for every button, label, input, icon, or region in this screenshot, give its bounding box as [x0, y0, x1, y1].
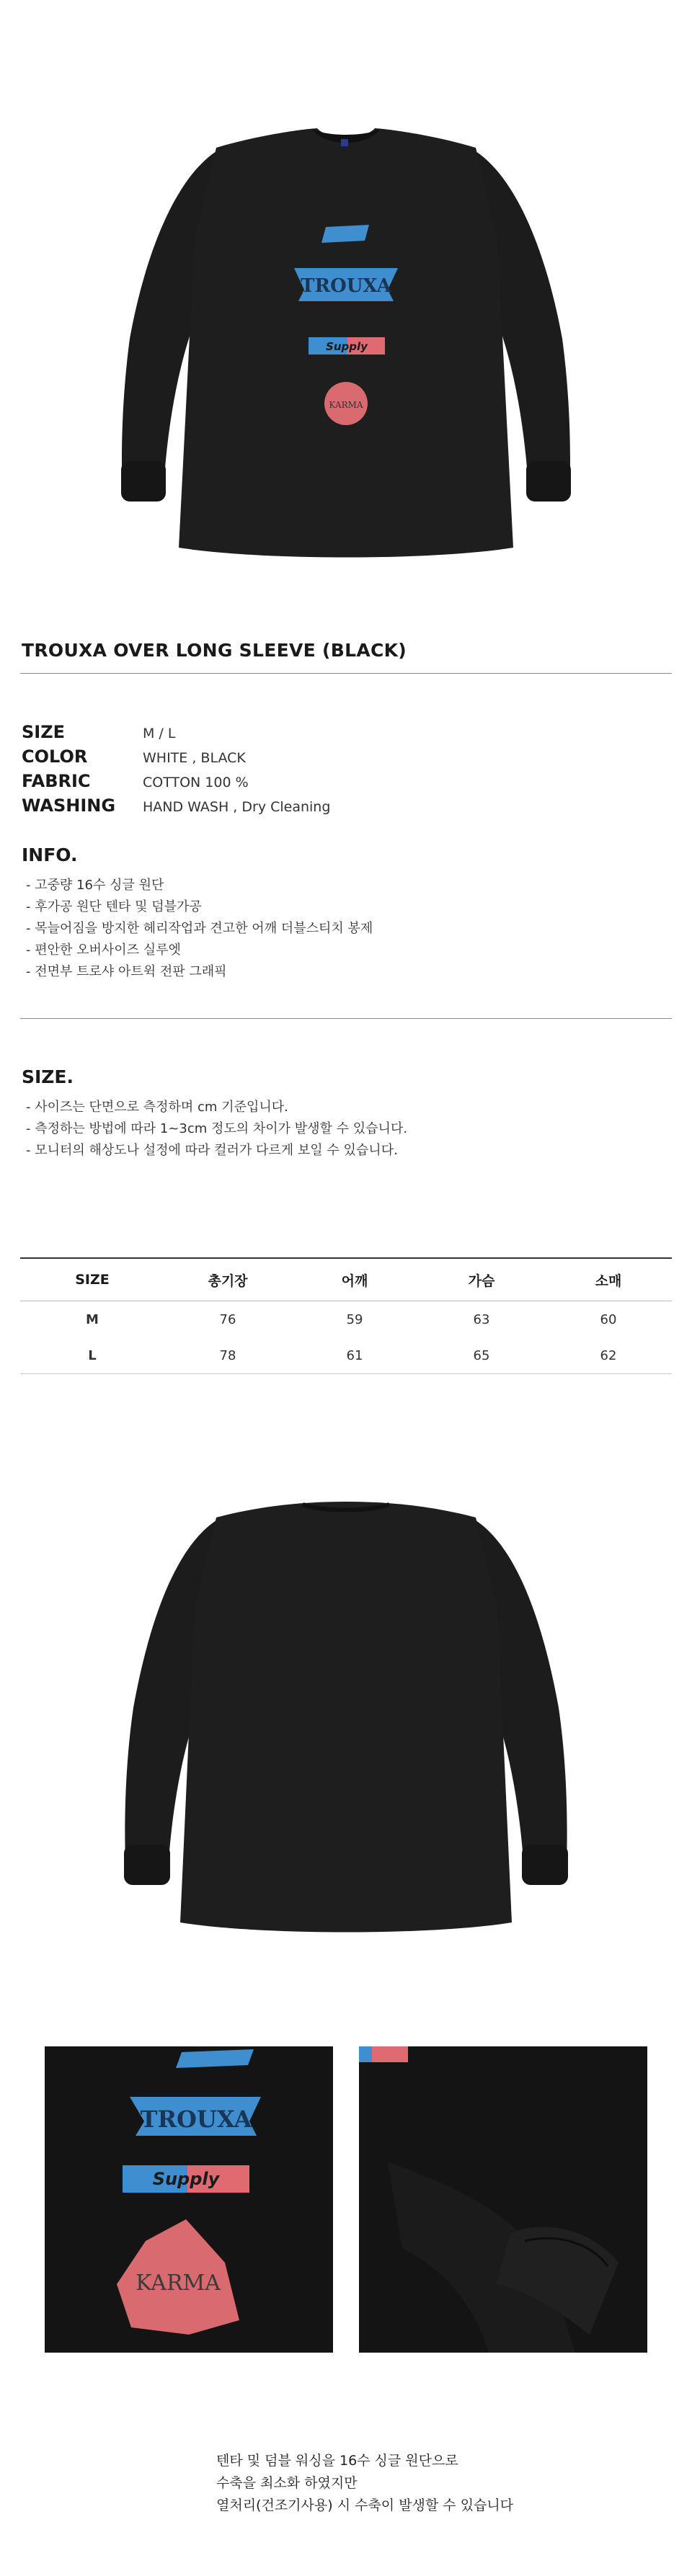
- detail-print-closeup: [45, 2046, 333, 2353]
- header-cell: 소매: [595, 1273, 622, 1289]
- svg-text:TROUXA: TROUXA: [301, 275, 391, 297]
- table-row: [20, 1301, 672, 1337]
- notice-line: 텐타 및 덤블 워싱을 16수 싱글 원단으로: [216, 2453, 458, 2469]
- info-item: - 전면부 트로샤 아트윅 전판 그래픽: [26, 964, 227, 979]
- table-cell: 59: [346, 1311, 363, 1327]
- care-notice: [216, 2450, 513, 2517]
- spec-table: [22, 722, 330, 820]
- product-title: TROUXA OVER LONG SLEEVE (BLACK): [22, 640, 407, 661]
- table-cell: 78: [219, 1347, 236, 1363]
- svg-text:TROUXA: TROUXA: [140, 2105, 252, 2133]
- back-product-image: [0, 1477, 692, 1996]
- spec-key: WASHING: [22, 795, 116, 816]
- info-heading: INFO.: [22, 844, 78, 865]
- table-cell: 76: [219, 1311, 236, 1327]
- size-table: [20, 1257, 672, 1374]
- svg-text:KARMA: KARMA: [136, 2270, 221, 2296]
- svg-text:Supply: Supply: [152, 2169, 220, 2189]
- header-cell: 총기장: [208, 1273, 248, 1289]
- table-cell: 65: [473, 1347, 490, 1363]
- spec-row-color: [22, 746, 330, 771]
- spec-value: WHITE , BLACK: [143, 750, 246, 766]
- table-cell: 63: [473, 1311, 490, 1327]
- size-table-bottom-rule: [20, 1373, 672, 1374]
- title-divider: [20, 673, 672, 674]
- spec-key: SIZE: [22, 722, 66, 742]
- table-cell: 61: [346, 1347, 363, 1363]
- spec-key: COLOR: [22, 746, 88, 767]
- size-notes-list: [26, 1097, 407, 1162]
- spec-value: M / L: [143, 726, 176, 741]
- table-row: [20, 1337, 672, 1373]
- spec-value: HAND WASH , Dry Cleaning: [143, 799, 331, 815]
- size-heading: SIZE.: [22, 1066, 74, 1087]
- size-note: - 모니터의 해상도나 설정에 따라 컬러가 다르게 보일 수 있습니다.: [26, 1143, 398, 1158]
- table-cell: 62: [600, 1347, 617, 1363]
- table-cell: M: [86, 1311, 99, 1327]
- info-item: - 편안한 오버사이즈 실루엣: [26, 942, 181, 958]
- notice-line: 수축을 최소화 하였지만: [216, 2475, 358, 2491]
- table-cell: 60: [600, 1311, 617, 1327]
- header-cell: 가슴: [468, 1273, 495, 1289]
- size-note: - 측정하는 방법에 따라 1~3cm 정도의 차이가 발생할 수 있습니다.: [26, 1121, 408, 1136]
- size-note: - 사이즈는 단면으로 측정하며 cm 기준입니다.: [26, 1100, 288, 1115]
- info-item: - 고중량 16수 싱글 원단: [26, 878, 164, 893]
- info-item: - 후가공 원단 텐타 및 덤블가공: [26, 899, 202, 914]
- header-cell: SIZE: [75, 1272, 110, 1288]
- info-item: - 목늘어짐을 방지한 헤리작업과 견고한 어깨 더블스티치 봉제: [26, 921, 373, 936]
- header-cell: 어깨: [341, 1273, 368, 1289]
- front-product-image: [0, 0, 692, 591]
- table-cell: L: [88, 1347, 97, 1363]
- spec-row-washing: [22, 795, 330, 820]
- svg-text:KARMA: KARMA: [329, 400, 363, 410]
- spec-row-size: [22, 722, 330, 746]
- spec-value: COTTON 100 %: [143, 775, 249, 790]
- size-table-header: [20, 1257, 672, 1301]
- spec-row-fabric: [22, 771, 330, 795]
- svg-text:Supply: Supply: [326, 340, 368, 353]
- notice-line: 열처리(건조기사용) 시 수축이 발생할 수 있습니다: [216, 2497, 514, 2513]
- info-divider: [20, 1018, 672, 1019]
- spec-key: FABRIC: [22, 771, 91, 791]
- detail-sleeve-closeup: [359, 2046, 647, 2353]
- info-list: [26, 875, 373, 983]
